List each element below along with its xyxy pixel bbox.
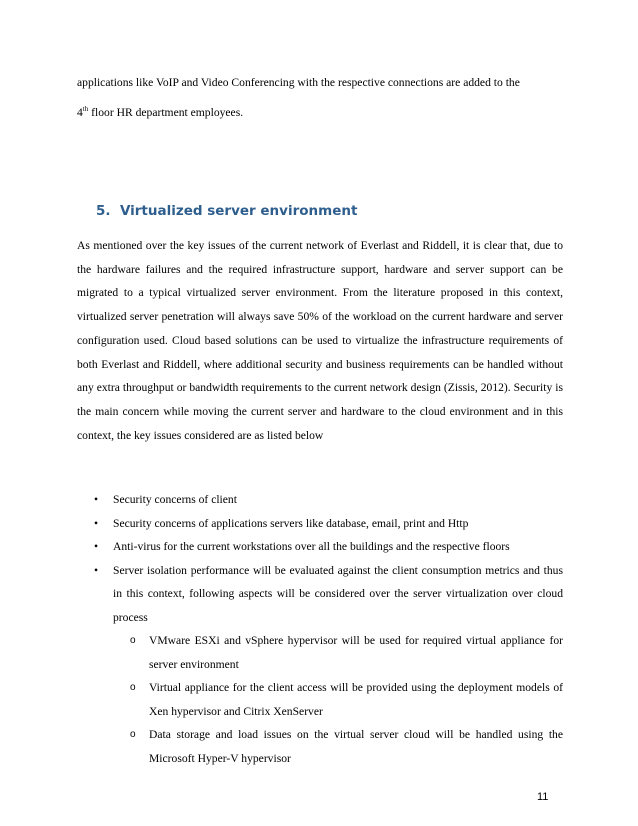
section-number: 5. bbox=[96, 203, 111, 219]
list-item: • Anti-virus for the current workstations over all the buildings and the respective floors bbox=[77, 535, 563, 559]
list-item: • Security concerns of client bbox=[77, 488, 563, 512]
floor-ordinal: th bbox=[82, 105, 89, 113]
bullet-list bbox=[77, 488, 563, 770]
intro-line-2: floor HR department employees. bbox=[88, 106, 244, 119]
floor-number: 4 bbox=[77, 106, 83, 119]
body-paragraph: As mentioned over the key issues of the current network of Everlast and Riddell, it is clear that, due to the hardware failures and the required infrastructure support, hardware and server support can be migrated to a typical virtualized server environment. From the literature proposed in this context, virtualized server penetration will always save 50% of the workload on the current hardware and server configuration used. Cloud based solutions can be used to virtualize the infrastructure requirements of both Everlast and Riddell, where additional security and business requirements can be handled without any extra throughput or bandwidth requirements to the current network design (Zissis, 2012). Security is the main concern while moving the current server and hardware to the cloud environment and in this context, the key issues considered are as listed below bbox=[77, 239, 563, 442]
intro-paragraph bbox=[77, 70, 563, 126]
sub-list-item: o VMware ESXi and vSphere hypervisor will be used for required virtual appliance for server environment bbox=[113, 629, 563, 676]
sub-list-item: o Data storage and load issues on the virtual server cloud will be handled using the Microsoft Hyper-V hypervisor bbox=[113, 723, 563, 770]
section-heading bbox=[96, 203, 357, 219]
list-item: • Security concerns of applications servers like database, email, print and Http bbox=[77, 512, 563, 536]
list-item-text: Server isolation performance will be evaluated against the client consumption metrics and thus in this context, following aspects will be considered over the server virtualization over cloud process bbox=[113, 563, 563, 624]
sub-bullet-list bbox=[113, 629, 563, 770]
section-title: Virtualized server environment bbox=[119, 203, 358, 219]
intro-line-1: applications like VoIP and Video Conferencing with the respective connections are added to the bbox=[77, 76, 520, 89]
page-number: 11 bbox=[537, 791, 549, 803]
list-item bbox=[77, 559, 563, 771]
sub-list-item: o Virtual appliance for the client access will be provided using the deployment models of Xen hypervisor and Citrix XenServer bbox=[113, 676, 563, 723]
